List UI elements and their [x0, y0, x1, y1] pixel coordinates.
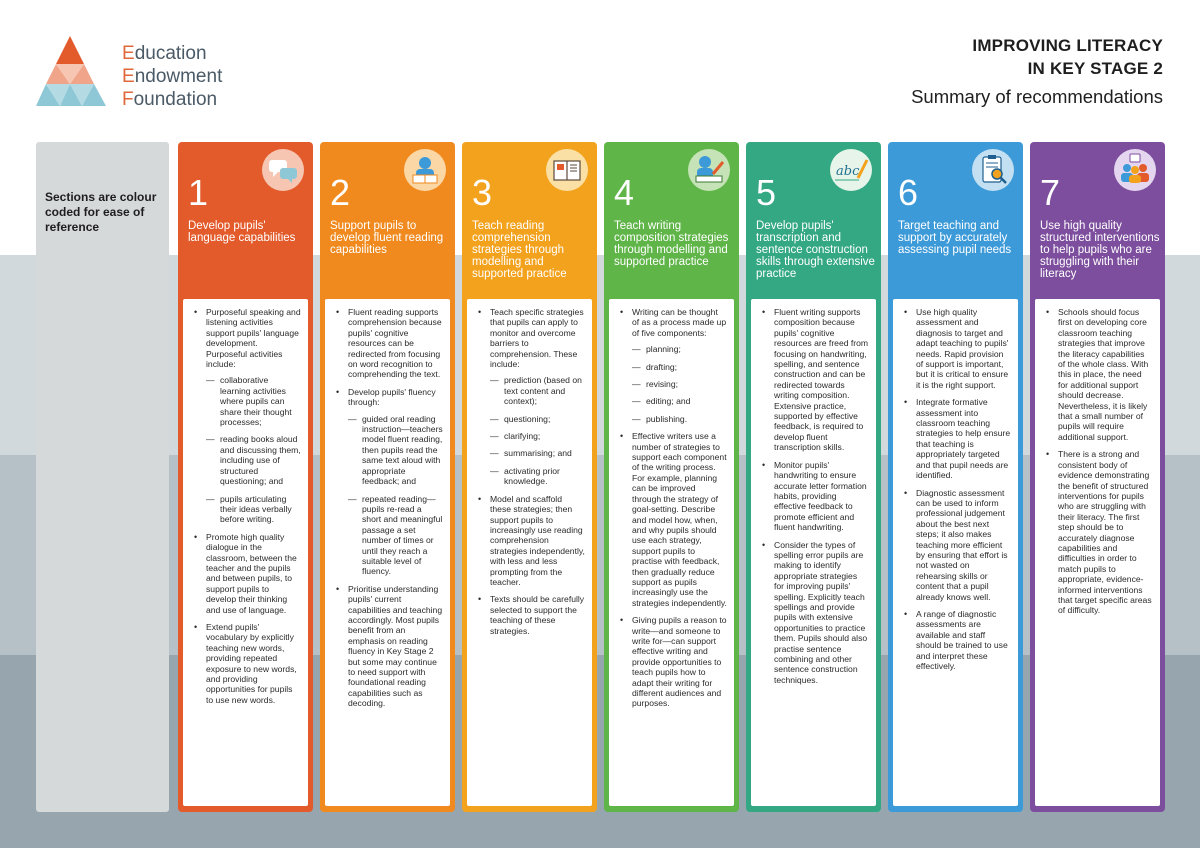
bullet-list	[194, 307, 301, 705]
bullet-list	[336, 307, 443, 709]
recommendation-column-6	[888, 142, 1023, 812]
recommendation-body	[467, 299, 592, 806]
title-block	[911, 34, 1163, 108]
bullet-item: • Teach specific strategies that pupils can apply to monitor and overcome barriers to comprehension. These include: — prediction (based on text content and context); — questioning; — clarifying; — summarising; and — activating prior knowledge.	[478, 307, 585, 487]
sub-item: — pupils articulating their ideas verbally before writing.	[206, 494, 301, 525]
sub-list	[490, 375, 585, 486]
recommendation-number: 5	[756, 172, 777, 213]
recommendation-column-7	[1030, 142, 1165, 812]
sub-item: — questioning;	[490, 414, 585, 424]
bullet-item: • Use high quality assessment and diagnosis to target and adapt teaching to pupils' needs. Rapid provision of support is important, but it is critical to ensure it is the right support.	[904, 307, 1011, 390]
sub-list	[632, 344, 727, 424]
bullet-item: • There is a strong and consistent body of evidence demonstrating the benefit of structured interventions for pupils who are struggling with their literacy. The first step should be to accurately diagnose capabilities and difficulties in order to match pupils to appropriate, evidence-informed interventions that target specific areas of difficulty.	[1046, 449, 1153, 616]
sub-item: — reading books aloud and discussing them, including use of structured questioning; and	[206, 434, 301, 486]
bullet-item: • Giving pupils a reason to write—and someone to write for—can support effective writing and provide opportunities to teach pupils how to adapt their writing for different audiences and purposes.	[620, 615, 727, 709]
recommendation-heading: Target teaching and support by accurately assessing pupil needs	[898, 220, 1012, 256]
sub-item: — repeated reading—pupils re-read a short and meaningful passage a set number of times or until they reach a suitable level of fluency.	[348, 494, 443, 577]
recommendation-column-1	[178, 142, 313, 812]
bullet-list	[904, 307, 1011, 671]
group-intervention-icon	[1113, 148, 1157, 192]
bullet-item: • Model and scaffold these strategies; then support pupils to increasingly use reading comprehension strategies independently, with less and less prompting from the teacher.	[478, 494, 585, 588]
pupil-writing-icon	[687, 148, 731, 192]
recommendation-heading: Develop pupils' language capabilities	[188, 220, 296, 244]
recommendation-column-2	[320, 142, 455, 812]
bullet-item: • Fluent writing supports composition because pupils' cognitive resources are freed from focusing on handwriting, spelling, and sentence construction and can be redirected towards writing composition. Extensive practice, supported by effective feedback, is required to develop fluent transcription skills.	[762, 307, 869, 453]
sub-list	[348, 414, 443, 577]
page-subtitle: Summary of recommendations	[911, 86, 1163, 107]
sub-item: — editing; and	[632, 396, 727, 406]
recommendation-heading: Teach reading comprehension strategies through modelling and supported practice	[472, 220, 567, 280]
sub-item: — planning;	[632, 344, 727, 354]
bullet-item: • Texts should be carefully selected to support the teaching of these strategies.	[478, 594, 585, 636]
bullet-item: • Prioritise understanding pupils' current capabilities and teaching accordingly. Most pupils benefit from an emphasis on reading fluency in Key Stage 2 but some may continue to need support with foundational reading capabilities such as decoding.	[336, 584, 443, 709]
sub-item: — drafting;	[632, 362, 727, 372]
bullet-item: • A range of diagnostic assessments are available and staff should be trained to use and interpret these effectively.	[904, 609, 1011, 671]
recommendation-number: 6	[898, 172, 919, 213]
sub-item: — summarising; and	[490, 448, 585, 458]
svg-text:abc: abc	[836, 164, 860, 179]
recommendation-number: 4	[614, 172, 635, 213]
legend-column	[36, 142, 169, 812]
recommendation-heading: Develop pupils' transcription and sentence construction skills through extensive practice	[756, 220, 875, 280]
sub-item: — clarifying;	[490, 431, 585, 441]
recommendation-body	[1035, 299, 1160, 806]
bullet-item: • Monitor pupils' handwriting to ensure accurate letter formation habits, providing effective feedback to promote efficient and fluent handwriting.	[762, 460, 869, 533]
sub-item: — revising;	[632, 379, 727, 389]
recommendation-body	[893, 299, 1018, 806]
abc-pencil-icon	[829, 148, 873, 192]
sub-list	[206, 375, 301, 524]
recommendation-column-4	[604, 142, 739, 812]
logo-line-3: Foundation	[122, 89, 218, 110]
bullet-item: • Diagnostic assessment can be used to inform professional judgement about the best next steps; it also makes teaching more efficient by ensuring that effort is not wasted on rehearsing skills or content that a pupil already knows well.	[904, 488, 1011, 602]
logo-line-2: Endowment	[122, 66, 223, 87]
speech-bubbles-icon	[261, 148, 305, 192]
legend-text: Sections are colour coded for ease of reference	[45, 190, 157, 234]
bullet-item: • Develop pupils' fluency through: — guided oral reading instruction—teachers model fluent reading, then pupils read the same text aloud with appropriate feedback; and — repeated reading—pupils re-read a short and meaningful passage a set number of times or until they reach a suitable level of fluency.	[336, 387, 443, 577]
sub-item: — publishing.	[632, 414, 727, 424]
recommendation-number: 3	[472, 172, 493, 213]
bullet-list	[620, 307, 727, 709]
eef-logo[interactable]	[36, 36, 236, 111]
bullet-item: • Effective writers use a number of strategies to support each component of the writing process. For example, planning can be improved through the strategy of goal-setting. Describe and model how, when, and why pupils should use each strategy, support pupils to practise with feedback, then gradually reduce support as pupils increasingly use the strategies independently.	[620, 431, 727, 608]
recommendation-body	[751, 299, 876, 806]
eef-logo-text	[122, 42, 222, 111]
bullet-item: • Writing can be thought of as a process made up of five components: — planning; — drafting; — revising; — editing; and — publishing.	[620, 307, 727, 424]
bullet-item: • Fluent reading supports comprehension because pupils' cognitive resources can be redirected from focusing on word recognition to comprehending the text.	[336, 307, 443, 380]
logo-line-1: Education	[122, 43, 207, 64]
bullet-list	[478, 307, 585, 636]
title-line-1: IMPROVING LITERACY	[972, 36, 1163, 55]
sub-item: — guided oral reading instruction—teachers model fluent reading, then pupils read the same text aloud with appropriate feedback; and	[348, 414, 443, 487]
open-book-icon	[545, 148, 589, 192]
bullet-item: • Purposeful speaking and listening activities support pupils' language development. Purposeful activities include: — collaborative learning activities where pupils can share their thought processes; — reading books aloud and discussing them, including use of structured questioning; and — pupils articulating their ideas verbally before writing.	[194, 307, 301, 525]
bullet-item: • Extend pupils' vocabulary by explicitly teaching new words, providing repeated exposure to new words, and providing opportunities for pupils to use new words.	[194, 622, 301, 705]
bullet-item: • Schools should focus first on developing core classroom teaching strategies that improve the literacy capabilities of the whole class. With this in place, the need for additional support should decrease. Nevertheless, it is likely that a small number of pupils will require additional support.	[1046, 307, 1153, 442]
bullet-list	[1046, 307, 1153, 616]
recommendation-heading: Support pupils to develop fluent reading capabilities	[330, 220, 444, 256]
recommendation-body	[325, 299, 450, 806]
recommendation-column-5	[746, 142, 881, 812]
bullet-item: • Integrate formative assessment into classroom teaching strategies to help ensure that teaching is appropriately targeted and that pupil needs are identified.	[904, 397, 1011, 480]
recommendation-body	[183, 299, 308, 806]
recommendation-number: 7	[1040, 172, 1061, 213]
recommendation-number: 1	[188, 172, 209, 213]
eef-triangle-logo-icon	[36, 36, 112, 108]
recommendation-body	[609, 299, 734, 806]
recommendation-column-3	[462, 142, 597, 812]
recommendation-heading: Teach writing composition strategies through modelling and supported practice	[614, 220, 729, 268]
recommendation-number: 2	[330, 172, 351, 213]
sub-item: — collaborative learning activities where pupils can share their thought processes;	[206, 375, 301, 427]
reading-aloud-icon	[403, 148, 447, 192]
bullet-list	[762, 307, 869, 685]
title-line-2: IN KEY STAGE 2	[1027, 59, 1163, 78]
clipboard-magnifier-icon	[971, 148, 1015, 192]
bullet-item: • Promote high quality dialogue in the classroom, between the teacher and the pupils and between pupils, to support pupils to develop their thinking and use of language.	[194, 532, 301, 615]
bullet-item: • Consider the types of spelling error pupils are making to identify appropriate strategies for improving pupils' spelling. Explicitly teach spellings and provide pupils with extensive opportunities to practice them. Pupils should also practise sentence combining and other sentence construction techniques.	[762, 540, 869, 686]
sub-item: — activating prior knowledge.	[490, 466, 585, 487]
sub-item: — prediction (based on text content and context);	[490, 375, 585, 406]
recommendation-heading: Use high quality structured interventions to help pupils who are struggling with their literacy	[1040, 220, 1160, 280]
